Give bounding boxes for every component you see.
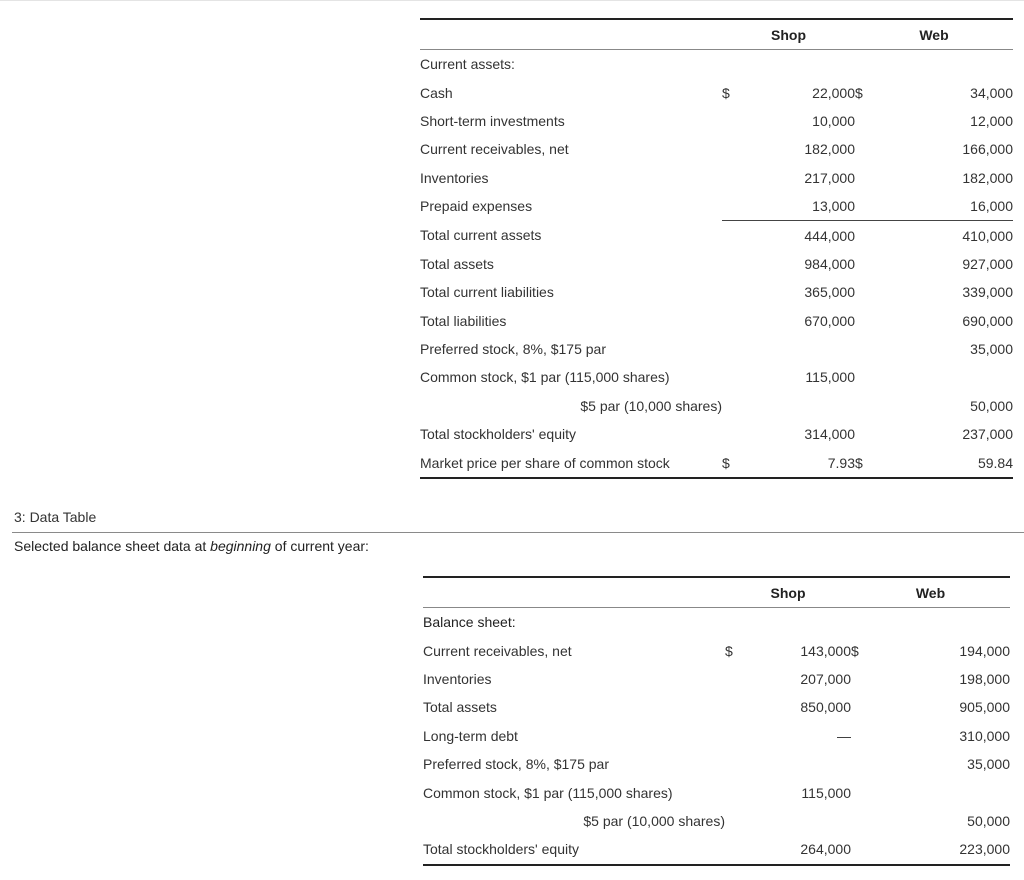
- currency-symbol: [855, 192, 885, 221]
- web-value: 310,000: [959, 727, 1010, 744]
- currency-symbol: [851, 835, 881, 864]
- row-label: Inventories: [423, 670, 492, 687]
- table-header-row: [420, 19, 1013, 50]
- web-value: 905,000: [959, 699, 1010, 716]
- row-label: Current receivables, net: [420, 141, 569, 158]
- shop-value: 115,000: [801, 784, 851, 801]
- web-value: 198,000: [959, 670, 1010, 687]
- currency-symbol: [855, 221, 885, 250]
- web-value: 50,000: [967, 812, 1010, 829]
- currency-symbol: [855, 164, 885, 192]
- shop-value: 182,000: [804, 141, 855, 158]
- web-value: 339,000: [962, 284, 1013, 301]
- row-label: Current receivables, net: [423, 642, 572, 659]
- shop-value: 984,000: [804, 255, 855, 272]
- currency-symbol: [722, 363, 752, 391]
- table-row: [420, 78, 1013, 106]
- currency-symbol: [855, 107, 885, 135]
- shop-value: 13,000: [752, 192, 855, 221]
- row-label: Preferred stock, 8%, $175 par: [423, 756, 609, 773]
- currency-symbol: $: [855, 454, 863, 471]
- data-table-caption: [14, 538, 369, 554]
- table-row: [423, 807, 1010, 835]
- row-label: Common stock, $1 par (115,000 shares): [423, 784, 673, 801]
- web-value: 237,000: [962, 426, 1013, 443]
- shop-value: 115,000: [805, 369, 855, 386]
- row-label: Total assets: [420, 255, 494, 272]
- row-label: Total current assets: [420, 227, 542, 244]
- currency-symbol: [725, 778, 755, 806]
- currency-symbol: [722, 135, 752, 163]
- section-row: [420, 50, 1013, 79]
- row-label: Preferred stock, 8%, $175 par: [420, 341, 606, 358]
- web-value: 690,000: [962, 312, 1013, 329]
- shop-value: 207,000: [800, 670, 851, 687]
- web-value: [885, 363, 1013, 391]
- shop-value: —: [837, 727, 851, 744]
- shop-value: 143,000: [800, 642, 851, 659]
- table-row: [420, 192, 1013, 221]
- row-label: Short-term investments: [420, 112, 565, 129]
- table-row: [420, 164, 1013, 192]
- table-row: [420, 392, 1013, 420]
- currency-symbol: [725, 665, 755, 693]
- table-row: [420, 135, 1013, 163]
- web-value: 194,000: [959, 642, 1010, 659]
- row-label: Common stock, $1 par (115,000 shares): [420, 369, 670, 386]
- row-label: Market price per share of common stock: [420, 454, 670, 471]
- shop-value: [752, 335, 855, 363]
- current-assets-heading: Current assets:: [420, 56, 515, 73]
- currency-symbol: [851, 693, 881, 721]
- row-label: Long-term debt: [423, 727, 518, 744]
- caption-emphasis: beginning: [210, 538, 271, 554]
- currency-symbol: [722, 307, 752, 335]
- currency-symbol: $: [722, 454, 730, 471]
- row-label: Prepaid expenses: [420, 198, 533, 215]
- table-row: [420, 107, 1013, 135]
- currency-symbol: [725, 807, 755, 835]
- shop-value: [755, 807, 851, 835]
- table-header-row: [423, 577, 1010, 608]
- caption-text: Selected balance sheet data at: [14, 538, 211, 554]
- currency-symbol: [855, 250, 885, 278]
- shop-value: 850,000: [800, 699, 851, 716]
- section-divider: [12, 532, 1024, 533]
- shop-value: 217,000: [804, 169, 855, 186]
- row-label: $5 par (10,000 shares): [583, 812, 725, 829]
- currency-symbol: [855, 420, 885, 448]
- beginning-year-balance-table: [423, 576, 1010, 866]
- currency-symbol: [855, 335, 885, 363]
- data-table-title: 3: Data Table: [14, 509, 97, 525]
- balance-sheet-heading: Balance sheet:: [423, 614, 516, 631]
- currency-symbol: [725, 693, 755, 721]
- table-row: [420, 335, 1013, 363]
- currency-symbol: [851, 807, 881, 835]
- currency-symbol: [855, 307, 885, 335]
- table-row: [423, 693, 1010, 721]
- shop-value: 670,000: [804, 312, 855, 329]
- currency-symbol: [725, 750, 755, 778]
- web-column-header: Web: [851, 577, 1010, 608]
- web-value: 16,000: [885, 192, 1013, 221]
- currency-symbol: [722, 250, 752, 278]
- currency-symbol: [722, 221, 752, 250]
- row-label: $5 par (10,000 shares): [580, 397, 722, 414]
- web-value: 223,000: [959, 841, 1010, 858]
- shop-value: 10,000: [812, 112, 855, 129]
- currency-symbol: [725, 835, 755, 864]
- web-value: 182,000: [962, 169, 1013, 186]
- currency-symbol: [855, 392, 885, 420]
- web-value: 12,000: [970, 112, 1013, 129]
- web-value: 35,000: [970, 341, 1013, 358]
- shop-column-header: Shop: [725, 577, 851, 608]
- shop-value: 264,000: [800, 841, 851, 858]
- currency-symbol: $: [855, 84, 863, 101]
- currency-symbol: [722, 335, 752, 363]
- currency-symbol: [722, 164, 752, 192]
- web-value: [881, 778, 1010, 806]
- table-row: [420, 278, 1013, 306]
- currency-symbol: [855, 363, 885, 391]
- row-label: Total current liabilities: [420, 284, 554, 301]
- currency-symbol: $: [725, 642, 733, 659]
- currency-symbol: [722, 192, 752, 221]
- top-divider: [0, 0, 1024, 1]
- shop-value: 444,000: [804, 227, 855, 244]
- web-column-header: Web: [855, 19, 1013, 50]
- caption-text: of current year:: [270, 538, 369, 554]
- section-row: [423, 608, 1010, 637]
- currency-symbol: $: [722, 84, 730, 101]
- table-row: [423, 665, 1010, 693]
- shop-value: [752, 392, 855, 420]
- shop-value: 365,000: [804, 284, 855, 301]
- currency-symbol: [851, 750, 881, 778]
- shop-value: 22,000: [812, 84, 855, 101]
- currency-symbol: [722, 107, 752, 135]
- web-value: 410,000: [962, 227, 1013, 244]
- table-row: [420, 420, 1013, 448]
- row-label: Total liabilities: [420, 312, 507, 329]
- table-row: [420, 448, 1013, 477]
- row-label: Total stockholders' equity: [420, 426, 576, 443]
- label-column-header: [420, 19, 722, 50]
- shop-value: 7.93: [827, 454, 855, 471]
- row-label: Total assets: [423, 699, 497, 716]
- current-year-balance-table: [420, 18, 1013, 479]
- row-label: Inventories: [420, 169, 489, 186]
- web-value: 35,000: [967, 756, 1010, 773]
- currency-symbol: [722, 420, 752, 448]
- currency-symbol: [722, 392, 752, 420]
- web-value: 59.84: [977, 454, 1013, 471]
- table-row: [420, 250, 1013, 278]
- currency-symbol: [855, 135, 885, 163]
- table-row: [423, 636, 1010, 664]
- shop-value: 314,000: [804, 426, 855, 443]
- web-value: 34,000: [970, 84, 1013, 101]
- currency-symbol: [851, 722, 881, 750]
- currency-symbol: [722, 278, 752, 306]
- currency-symbol: [725, 722, 755, 750]
- table-row: [423, 778, 1010, 806]
- label-column-header: [423, 577, 725, 608]
- table-row: [420, 221, 1013, 250]
- table-row: [423, 750, 1010, 778]
- currency-symbol: [855, 278, 885, 306]
- web-value: 166,000: [962, 141, 1013, 158]
- table-row: [420, 307, 1013, 335]
- table-row: [423, 835, 1010, 864]
- table-row: [420, 363, 1013, 391]
- shop-value: [755, 750, 851, 778]
- table-row: [423, 722, 1010, 750]
- row-label: Cash: [420, 84, 453, 101]
- currency-symbol: [851, 778, 881, 806]
- row-label: Total stockholders' equity: [423, 841, 579, 858]
- shop-column-header: Shop: [722, 19, 855, 50]
- web-value: 50,000: [970, 397, 1013, 414]
- currency-symbol: $: [851, 642, 859, 659]
- currency-symbol: [851, 665, 881, 693]
- web-value: 927,000: [962, 255, 1013, 272]
